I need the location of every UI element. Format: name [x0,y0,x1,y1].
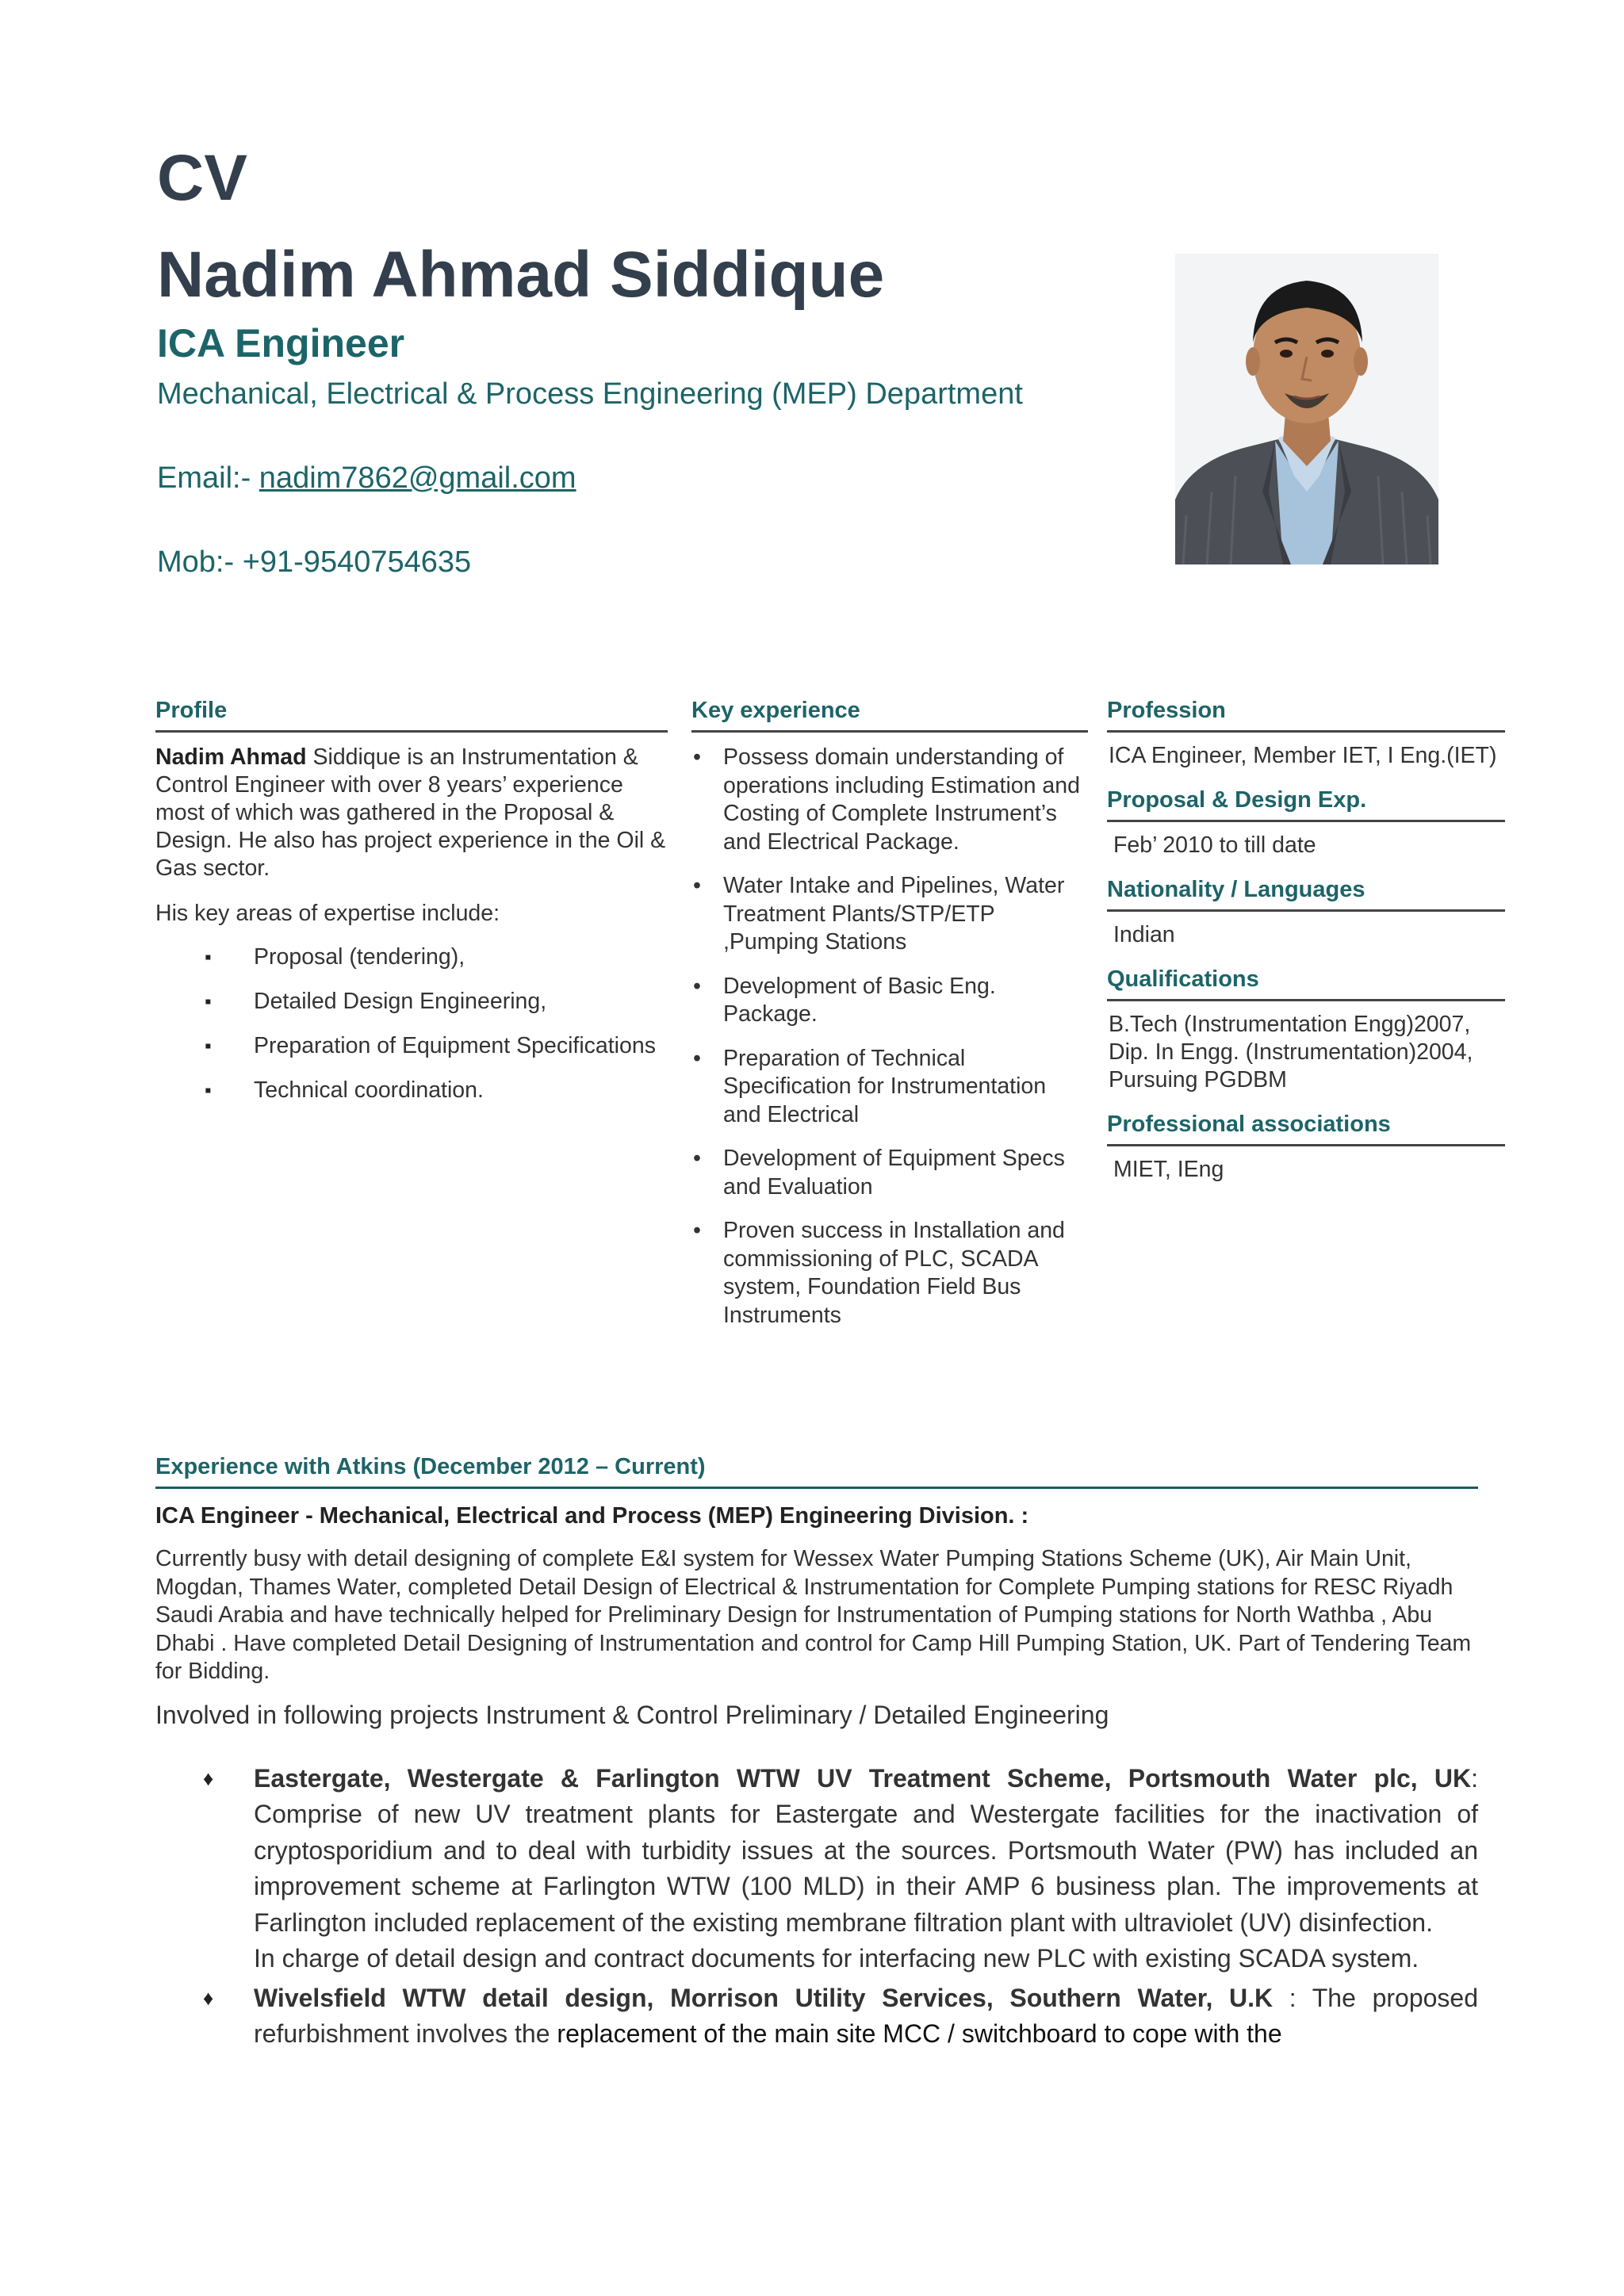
experience-section [155,1454,1478,2056]
project-title: Wivelsfield WTW detail design, Morrison Utility Services, Southern Water, U.K [254,1983,1274,2012]
associations-value: MIET, IEng [1113,1157,1224,1182]
cv-label: CV [157,142,247,214]
department: Mechanical, Electrical & Process Engineering (MEP) Department [157,377,1023,411]
nationality-block [1107,877,1505,949]
list-item: • Development of Equipment Specs and Evaluation [691,1145,1088,1201]
email-link[interactable]: nadim7862@gmail.com [259,461,576,495]
project-item [155,1761,1478,1977]
profile-summary-text: Siddique is an Instrumentation & Control Engineer with over 8 years’ experience most of which was gathered in the Proposal & Design. He also has project experience in the Oil & Gas sector. [155,744,666,881]
key-experience-heading: Key experience [691,698,1088,733]
nationality-value: Indian [1113,922,1175,947]
qualifications-heading: Qualifications [1107,966,1505,1001]
profession-block [1107,698,1505,770]
associations-heading: Professional associations [1107,1112,1505,1146]
expertise-list [155,943,668,1104]
profession-section [1107,698,1505,1201]
list-item: ▪ Proposal (tendering), [155,943,668,971]
experience-intro: Involved in following projects Instrument & Control Preliminary / Detailed Engineering [155,1700,1109,1729]
list-item: • Water Intake and Pipelines, Water Treatment Plants/STP/ETP ,Pumping Stations [691,872,1088,957]
profile-summary [155,744,668,882]
profile-photo [1175,254,1438,564]
nationality-heading: Nationality / Languages [1107,877,1505,912]
profile-heading: Profile [155,698,668,733]
proposal-design-heading: Proposal & Design Exp. [1107,787,1505,822]
project-item [155,1980,1478,2053]
experience-heading: Experience with Atkins (December 2012 – Current) [155,1454,1478,1489]
expertise-intro: His key areas of expertise include: [155,901,500,926]
list-item: ▪ Detailed Design Engineering, [155,988,668,1016]
qualifications-block [1107,966,1505,1094]
job-title: ICA Engineer [157,321,405,365]
person-photo-icon [1175,254,1438,564]
key-experience-list [691,744,1088,1330]
profile-name-bold: Nadim Ahmad [155,744,307,770]
list-item: • Possess domain understanding of operations including Estimation and Costing of Complete Instrument’s and Electrical Package. [691,744,1088,856]
project-description-2: In charge of detail design and contract documents for interfacing new PLC with existing SCADA system. [254,1944,1419,1973]
project-title: Eastergate, Westergate & Farlington WTW UV Treatment Scheme, Portsmouth Water plc, UK [254,1763,1472,1793]
list-item: • Proven success in Installation and commissioning of PLC, SCADA system, Foundation Field Bus Instruments [691,1217,1088,1330]
list-item: • Development of Basic Eng. Package. [691,973,1088,1029]
profession-heading: Profession [1107,698,1505,733]
list-item: ▪ Technical coordination. [155,1077,668,1104]
email-line [157,461,576,496]
profession-value: ICA Engineer, Member IET, I Eng.(IET) [1109,743,1497,768]
key-experience-section [691,698,1088,1345]
mobile-line: Mob:- +91-9540754635 [157,545,472,579]
profile-section [155,698,668,1121]
list-item: ▪ Preparation of Equipment Specifications [155,1032,668,1060]
list-item: • Preparation of Technical Specification for Instrumentation and Electrical [691,1045,1088,1130]
project-description: : Comprise of new UV treatment plants for Eastergate and Westergate facilities for the inactivation of cryptosporidium and to deal with turbidity issues at the sources. Portsmouth Water (PW) has included an improvement scheme at Farlington WTW (100 MLD) in their AMP 6 business plan. The improvements at Farlington included replacement of the existing membrane filtration plant with ultraviolet (UV) disinfection. [254,1763,1478,1937]
experience-paragraph: Currently busy with detail designing of complete E&I system for Wessex Water Pumping Stations Scheme (UK), Air Main Unit, Mogdan, Thames Water, completed Detail Design of Electrical & Instrumentation for Complete Pumping stations for RESC Riyadh Saudi Arabia and have technically helped for Preliminary Design for Instrumentation of Pumping stations for North Wathba , Abu Dhabi . Have completed Detail Designing of Instrumentation and control for Camp Hill Pumping Station, UK. Part of Tendering Team for Bidding. [155,1546,1472,1684]
qualifications-value: B.Tech (Instrumentation Engg)2007, Dip. In Engg. (Instrumentation)2004, Pursuing PGDBM [1109,1012,1473,1093]
project-description: : The proposed refurbishment involves the [254,1983,1479,2048]
project-description-dark: replacement of the main site MCC / switchboard to cope with the [557,2019,1282,2048]
proposal-design-block [1107,787,1505,859]
project-list [155,1761,1478,2053]
proposal-design-value: Feb’ 2010 to till date [1113,832,1316,858]
candidate-name: Nadim Ahmad Siddique [157,239,885,311]
email-label: Email:- [157,461,259,495]
associations-block [1107,1112,1505,1184]
experience-subtitle: ICA Engineer - Mechanical, Electrical and Process (MEP) Engineering Division. : [155,1503,1029,1529]
